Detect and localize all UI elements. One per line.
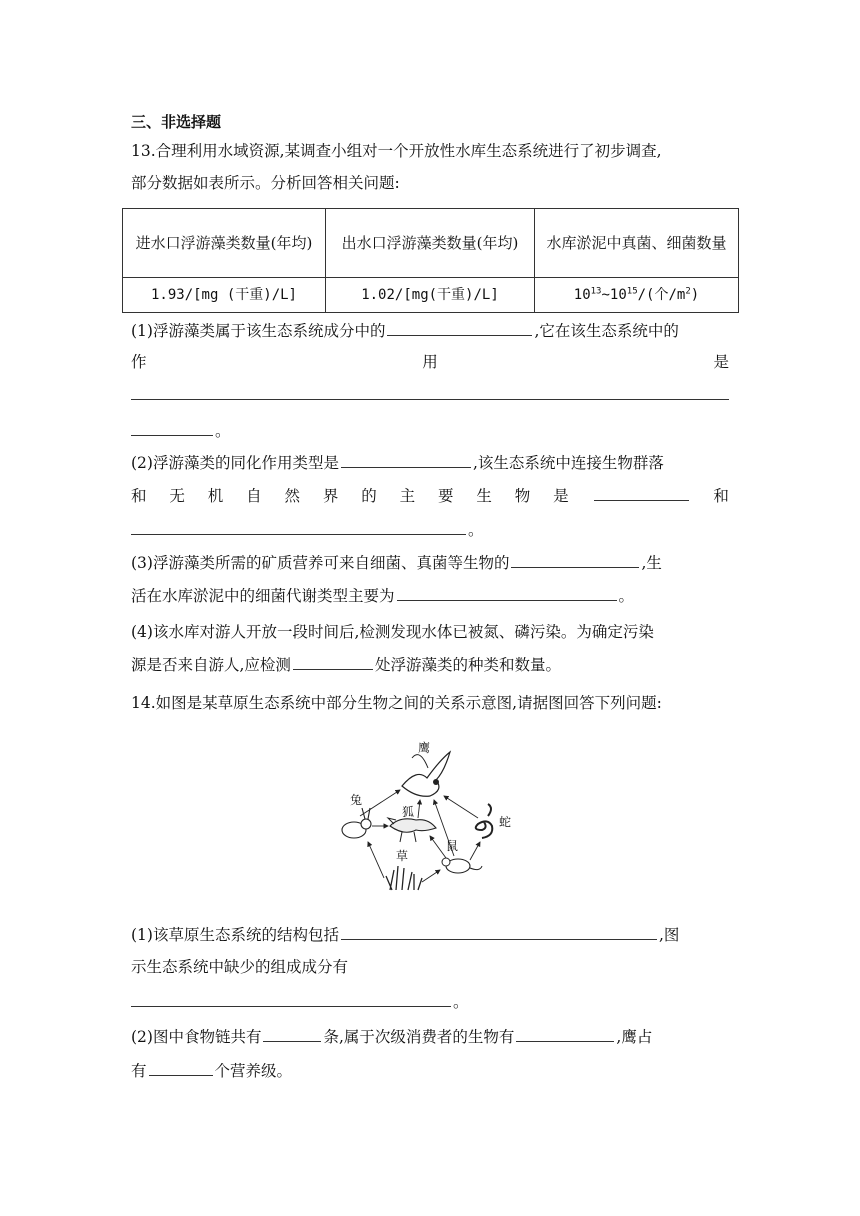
snake-label: 蛇	[499, 815, 512, 829]
eagle-label: 鹰	[418, 741, 431, 755]
table-header-cell: 进水口浮游藻类数量(年均)	[123, 209, 326, 278]
q14-part2-line2: 有 个营养级。	[131, 1062, 293, 1080]
table-cell: 1.02/[mg(干重)/L]	[326, 278, 535, 313]
answer-blank[interactable]	[511, 553, 639, 568]
answer-blank[interactable]	[341, 453, 471, 468]
grass-icon	[386, 866, 422, 890]
table-header-cell: 出水口浮游藻类数量(年均)	[326, 209, 535, 278]
rabbit-label: 兔	[350, 793, 363, 807]
q13-part3-line2: 活在水库淤泥中的细菌代谢类型主要为 。	[131, 587, 635, 605]
rabbit-icon	[342, 808, 371, 838]
answer-blank[interactable]	[387, 321, 532, 336]
q13-part1-line3: 。	[131, 421, 729, 441]
q14-part2-line1: (2)图中食物链共有 条,属于次级消费者的生物有 ,鹰占	[131, 1028, 653, 1046]
answer-blank[interactable]	[131, 992, 451, 1007]
q13-part2-line2: 和 无 机 自 然 界 的 主 要 生 物 是 和	[131, 487, 729, 505]
mouse-icon	[442, 858, 482, 873]
fox-icon	[388, 818, 436, 842]
q13-part4-line2: 源是否来自游人,应检测 处浮游藻类的种类和数量。	[131, 656, 561, 674]
q13-intro-line1: 13.合理利用水域资源,某调查小组对一个开放性水库生态系统进行了初步调查,	[131, 142, 662, 160]
grass-label: 草	[396, 849, 409, 863]
table-cell: 1.93/[mg (干重)/L]	[123, 278, 326, 313]
fox-label: 狐	[402, 805, 415, 819]
food-web-diagram	[332, 738, 522, 898]
answer-blank[interactable]	[516, 1027, 614, 1042]
answer-blank[interactable]	[293, 655, 373, 670]
answer-blank[interactable]	[131, 520, 466, 535]
survey-table	[122, 208, 739, 313]
q13-part1-line2: 作 用 是	[131, 353, 729, 371]
answer-blank[interactable]	[131, 421, 213, 436]
q13-part4-line1: (4)该水库对游人开放一段时间后,检测发现水体已被氮、磷污染。为确定污染	[131, 623, 654, 641]
q14-part1-line1: (1)该草原生态系统的结构包括 ,图	[131, 926, 680, 944]
eagle-icon	[402, 752, 450, 796]
q14-part1-line2: 示生态系统中缺少的组成成分有	[131, 958, 349, 976]
answer-blank[interactable]	[263, 1027, 321, 1042]
answer-blank[interactable]	[594, 486, 689, 501]
q14-part1-line3: 。	[131, 992, 729, 1012]
table-cell-microbe-count: $10^{13}\sim 10^{15}/$(个$/m^2$)	[535, 278, 739, 313]
q13-part2-line1: (2)浮游藻类的同化作用类型是 ,该生态系统中连接生物群落	[131, 454, 664, 472]
mouse-label: 鼠	[446, 839, 459, 853]
q13-part3-line1: (3)浮游藻类所需的矿质营养可来自细菌、真菌等生物的 ,生	[131, 554, 662, 572]
q14-intro: 14.如图是某草原生态系统中部分生物之间的关系示意图,请据图回答下列问题:	[131, 694, 662, 712]
q13-part2-line3: 。	[131, 520, 729, 540]
snake-icon	[476, 804, 493, 838]
table-header-row	[123, 209, 739, 278]
section-title: 三、非选择题	[131, 113, 222, 131]
answer-blank[interactable]	[397, 586, 617, 601]
answer-blank[interactable]	[131, 399, 729, 400]
answer-blank[interactable]	[149, 1061, 213, 1076]
q13-part1-line1: (1)浮游藻类属于该生态系统成分中的 ,它在该生态系统中的	[131, 322, 679, 340]
table-header-cell: 水库淤泥中真菌、细菌数量	[535, 209, 739, 278]
answer-blank[interactable]	[341, 925, 657, 940]
table-value-row	[123, 278, 739, 313]
q13-intro-line2: 部分数据如表所示。分析回答相关问题:	[131, 174, 400, 192]
